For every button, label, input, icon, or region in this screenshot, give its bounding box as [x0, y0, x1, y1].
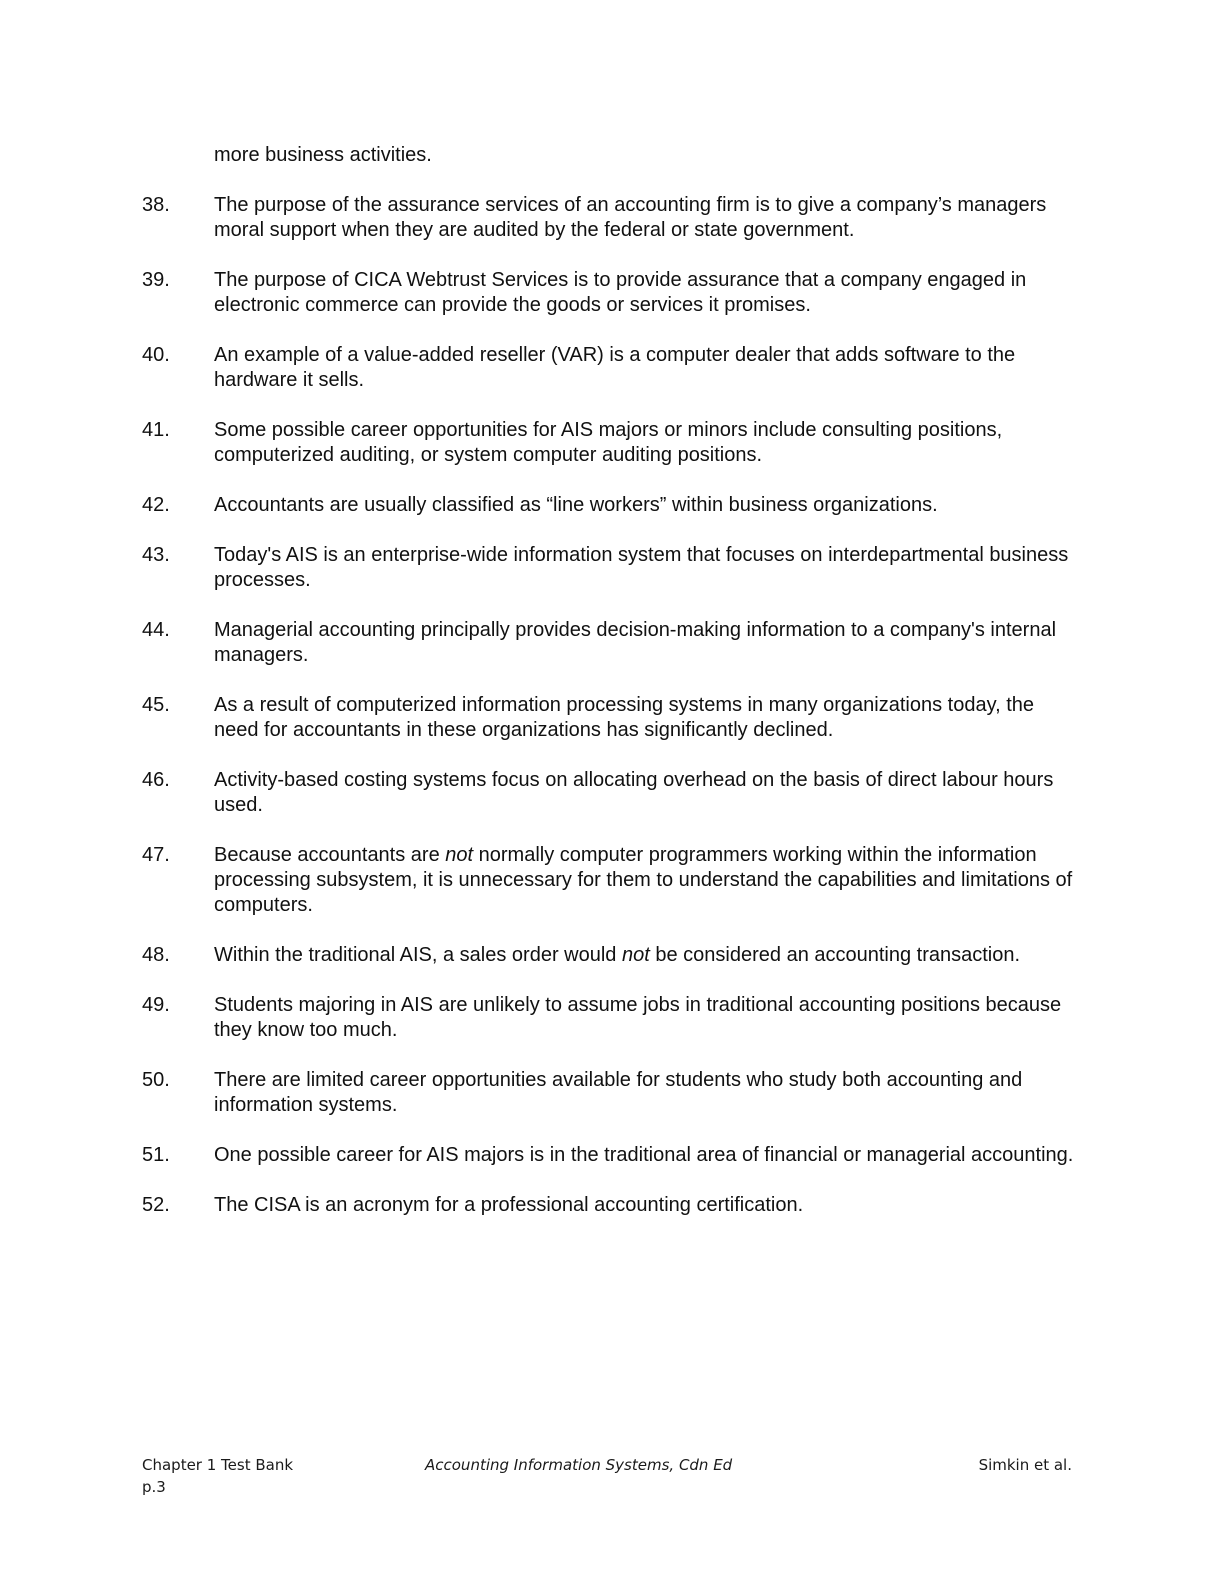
question-text: Today's AIS is an enterprise-wide information system that focuses on interdepartmental business processes. [214, 544, 1069, 591]
emphasis-text: not [622, 944, 650, 966]
footer-authors: Simkin et al. [978, 1456, 1072, 1474]
question-text: The purpose of the assurance services of an accounting firm is to give a company’s managers moral support when they are audited by the federal or state government. [214, 194, 1047, 241]
question-item [142, 693, 1082, 743]
emphasis-text: not [445, 844, 474, 866]
question-number: 38. [142, 194, 170, 216]
page-footer [142, 1454, 1072, 1498]
footer-row [142, 1454, 1072, 1476]
question-text: There are limited career opportunities available for students who study both accounting and information systems. [214, 1069, 1023, 1116]
question-text: An example of a value-added reseller (VAR) is a computer dealer that adds software to the hardware it sells. [214, 344, 1016, 391]
question-text: The CISA is an acronym for a professional accounting certification. [214, 1194, 804, 1216]
question-number: 47. [142, 844, 170, 866]
question-text: Some possible career opportunities for AIS majors or minors include consulting positions, computerized auditing, or system computer auditing positions. [214, 419, 1003, 466]
question-number: 50. [142, 1069, 170, 1091]
question-number: 48. [142, 944, 170, 966]
question-list [142, 143, 1082, 1243]
question-text: Accountants are usually classified as “line workers” within business organizations. [214, 494, 938, 516]
question-number: 51. [142, 1144, 170, 1166]
question-item [142, 768, 1082, 818]
question-item [142, 268, 1082, 318]
question-text: Managerial accounting principally provides decision-making information to a company's internal managers. [214, 619, 1057, 666]
question-text: Students majoring in AIS are unlikely to assume jobs in traditional accounting positions because they know too much. [214, 994, 1062, 1041]
question-number: 39. [142, 269, 170, 291]
question-number: 43. [142, 544, 170, 566]
question-text: Within the traditional AIS, a sales order would not be considered an accounting transaction. [214, 944, 1021, 966]
footer-book-title: Accounting Information Systems, Cdn Ed [425, 1456, 733, 1474]
question-text: The purpose of CICA Webtrust Services is to provide assurance that a company engaged in electronic commerce can provide the goods or services it promises. [214, 269, 1027, 316]
question-number: 40. [142, 344, 170, 366]
question-text: As a result of computerized information processing systems in many organizations today, the need for accountants in these organizations has significantly declined. [214, 694, 1035, 741]
question-number: 46. [142, 769, 170, 791]
question-item [142, 343, 1082, 393]
question-item [142, 843, 1082, 918]
question-item [142, 1193, 1082, 1218]
question-number: 45. [142, 694, 170, 716]
question-number: 44. [142, 619, 170, 641]
question-number: 42. [142, 494, 170, 516]
page-number: p.3 [142, 1478, 166, 1496]
question-item [142, 493, 1082, 518]
question-number: 41. [142, 419, 170, 441]
question-text: One possible career for AIS majors is in the traditional area of financial or managerial accounting. [214, 1144, 1074, 1166]
question-number: 52. [142, 1194, 170, 1216]
question-number: 49. [142, 994, 170, 1016]
question-item [142, 1068, 1082, 1118]
question-item [142, 993, 1082, 1043]
footer-chapter: Chapter 1 Test Bank [142, 1456, 294, 1474]
question-item [142, 618, 1082, 668]
question-item [142, 943, 1082, 968]
question-item [142, 193, 1082, 243]
question-text: Because accountants are not normally computer programmers working within the information processing subsystem, it is unnecessary for them to understand the capabilities and limitations of computers. [214, 844, 1073, 916]
question-text: Activity-based costing systems focus on allocating overhead on the basis of direct labour hours used. [214, 769, 1054, 816]
continuation-text: more business activities. [214, 144, 432, 166]
question-item [142, 418, 1082, 468]
question-item [142, 1143, 1082, 1168]
question-item [142, 543, 1082, 593]
